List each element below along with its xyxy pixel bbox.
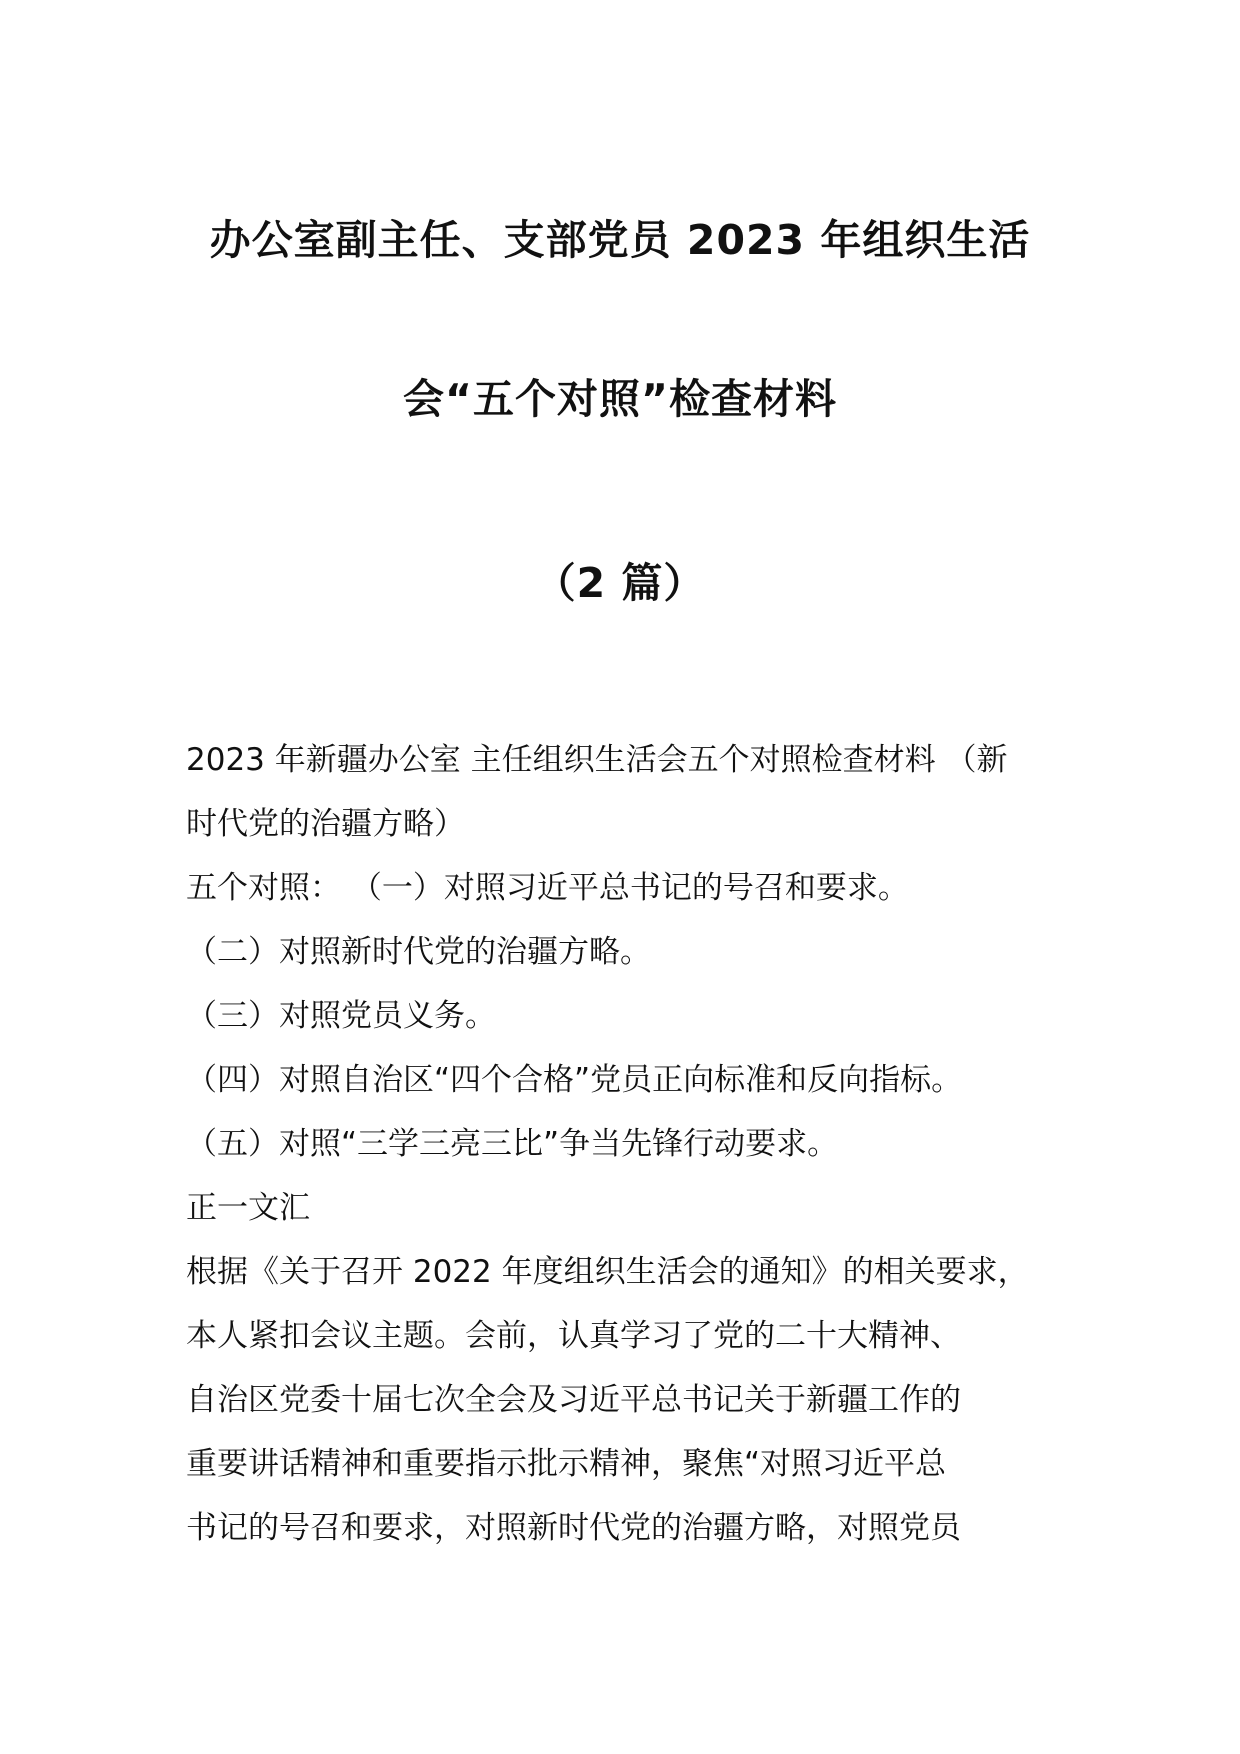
body-line-7: （五）对照“三学三亮三比”争当先锋行动要求。 (186, 1126, 839, 1162)
body-line-5: （三）对照党员义务。 (186, 998, 496, 1034)
body-line-8: 正一文汇 (186, 1190, 310, 1226)
body-line-13: 书记的号召和要求，对照新时代党的治疆方略，对照党员 (186, 1510, 961, 1546)
document-body (186, 728, 1086, 1560)
body-line-10: 本人紧扣会议主题。会前，认真学习了党的二十大精神、 (186, 1318, 961, 1354)
body-line-4: （二）对照新时代党的治疆方略。 (186, 934, 651, 970)
body-line-9: 根据《关于召开 2022 年度组织生活会的通知》的相关要求， (186, 1254, 1029, 1290)
document-title-line-3: （2 篇） (534, 559, 706, 607)
body-line-3: 五个对照： （一）对照习近平总书记的号召和要求。 (186, 870, 909, 906)
body-line-12: 重要讲话精神和重要指示批示精神，聚焦“对照习近平总 (186, 1446, 947, 1482)
body-line-6: （四）对照自治区“四个合格”党员正向标准和反向指标。 (186, 1062, 963, 1098)
body-line-1: 2023 年新疆办公室 主任组织生活会五个对照检查材料 （新 (186, 742, 1008, 778)
document-title-line-1: 办公室副主任、支部党员 2023 年组织生活 (209, 216, 1031, 264)
body-line-11: 自治区党委十届七次全会及习近平总书记关于新疆工作的 (186, 1382, 961, 1418)
document-title-line-2: 会“五个对照”检查材料 (403, 375, 837, 423)
body-line-2: 时代党的治疆方略） (186, 806, 465, 842)
